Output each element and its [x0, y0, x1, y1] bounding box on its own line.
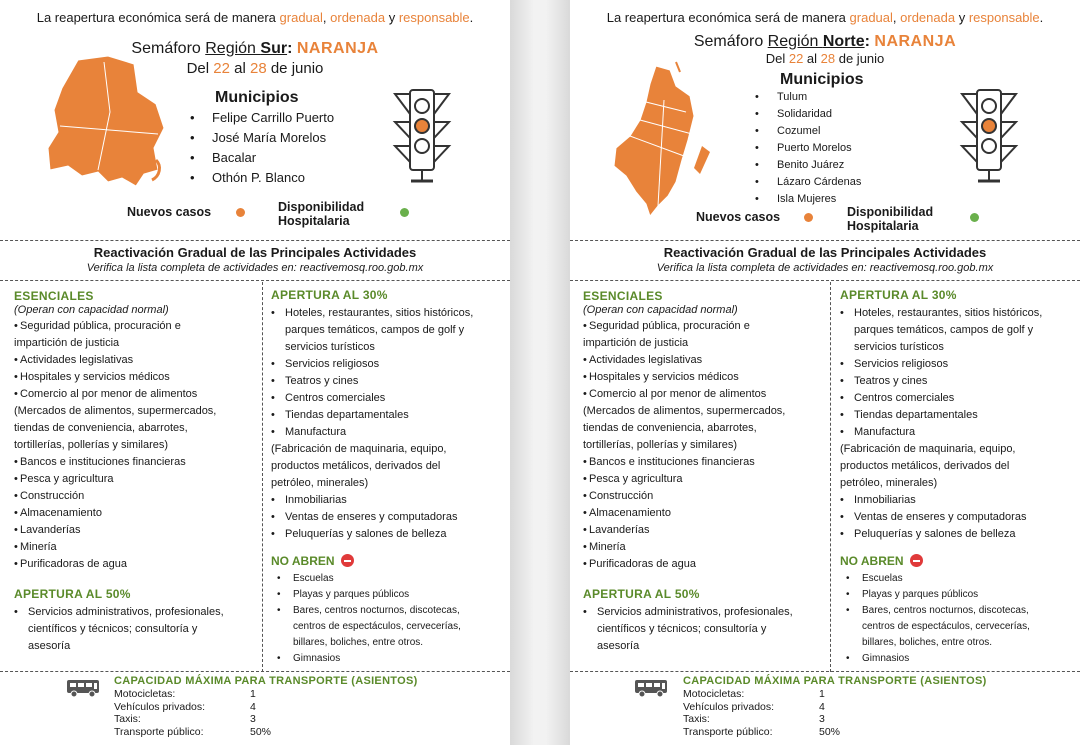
tagline: La reapertura económica será de manera gradual, ordenada y responsable.	[606, 10, 1044, 25]
apertura-50-title: APERTURA AL 50%	[583, 587, 700, 601]
capacidad-key: Transporte público:	[114, 725, 204, 738]
capacidad-row	[683, 726, 840, 739]
divider	[0, 240, 510, 241]
apertura-30-title: APERTURA AL 30%	[271, 288, 388, 302]
list-item: centros de espectáculos, cervecerías,	[862, 621, 1030, 632]
municipio-item: • Lázaro Cárdenas	[755, 174, 861, 191]
list-item: • Escuelas	[846, 571, 1076, 587]
capacidad-value: 4	[819, 700, 825, 713]
page-gutter	[510, 0, 570, 745]
municipio-item: • Puerto Morelos	[755, 140, 861, 157]
municipios-title: Municipios	[215, 89, 299, 106]
nuevos-casos-status-dot	[236, 208, 245, 217]
list-item: científicos y técnicos; consultoría y	[28, 623, 198, 635]
capacidad-key: Taxis:	[114, 713, 141, 725]
apertura-30-title: APERTURA AL 30%	[840, 288, 957, 302]
column-divider	[262, 282, 263, 672]
list-item: • Hospitales y servicios médicos	[14, 369, 259, 386]
list-item: (Fabricación de maquinaria, equipo,	[840, 443, 1016, 455]
capacidad-row	[114, 713, 271, 726]
list-item: • Gimnasios	[846, 651, 1076, 667]
capacidad-value: 4	[250, 700, 256, 713]
capacidad-title: CAPACIDAD MÁXIMA PARA TRANSPORTE (ASIENTOS)	[683, 675, 987, 687]
no-abren-title: NO ABREN	[840, 554, 923, 568]
capacidad-key: Transporte público:	[683, 725, 773, 738]
municipio-item: • Benito Juárez	[755, 157, 861, 174]
list-item: (Fabricación de maquinaria, equipo,	[271, 443, 447, 455]
list-item: • Bancos e instituciones financieras	[14, 454, 259, 471]
list-item: servicios turísticos	[854, 341, 944, 353]
capacidad-row	[683, 688, 840, 701]
capacidad-value: 1	[819, 688, 825, 700]
semaforo-title: Semáforo Región Sur: NARANJA	[131, 40, 379, 57]
municipio-item: • Felipe Carrillo Puerto	[190, 108, 334, 128]
capacidad-value: 1	[250, 688, 256, 700]
list-item: • Servicios administrativos, profesionales,	[14, 604, 259, 621]
divider	[0, 280, 510, 281]
list-item: • Hoteles, restaurantes, sitios históricos,	[840, 305, 1076, 322]
list-item: tiendas de conveniencia, abarrotes,	[583, 422, 757, 434]
panel-region-sur	[0, 0, 510, 745]
list-item: • Construcción	[14, 488, 259, 505]
list-item: • Manufactura	[840, 424, 1076, 441]
nuevos-casos-label: Nuevos casos	[127, 205, 212, 219]
list-item: tortillerías, pollerías y similares)	[583, 439, 738, 451]
list-item: billares, boliches, entre otros.	[862, 637, 993, 648]
list-item: • Pesca y agricultura	[14, 471, 259, 488]
list-item: • Hospitales y servicios médicos	[583, 369, 828, 386]
list-item: asesoría	[28, 640, 71, 652]
divider	[570, 671, 1080, 672]
reactivacion-subtitle: Verifica la lista completa de actividades en: reactivemosq.roo.gob.mx	[656, 262, 994, 274]
list-item: impartición de justicia	[583, 337, 689, 349]
list-item: • Inmobiliarias	[271, 492, 506, 509]
list-item: asesoría	[597, 640, 640, 652]
panel-region-norte	[570, 0, 1080, 745]
date-range: Del 22 al 28 de junio	[186, 60, 324, 77]
esenciales-list	[583, 318, 828, 573]
list-item: (Mercados de alimentos, supermercados,	[14, 405, 217, 417]
apertura-50-list	[583, 604, 828, 655]
list-item: centros de espectáculos, cervecerías,	[293, 621, 461, 632]
capacidad-key: Motocicletas:	[683, 688, 745, 700]
list-item: servicios turísticos	[285, 341, 375, 353]
list-item: • Centros comerciales	[271, 390, 506, 407]
list-item: • Manufactura	[271, 424, 506, 441]
list-item: • Ventas de enseres y computadoras	[840, 509, 1076, 526]
semaforo-title: Semáforo Región Norte: NARANJA	[693, 33, 957, 50]
esenciales-note: (Operan con capacidad normal)	[14, 304, 169, 316]
esenciales-list	[14, 318, 259, 573]
list-item: billares, boliches, entre otros.	[293, 637, 424, 648]
esenciales-title: ESENCIALES	[14, 289, 94, 303]
region-sur-map-icon	[38, 52, 178, 192]
region-norte-map-icon	[606, 56, 726, 226]
list-item: • Actividades legislativas	[583, 352, 828, 369]
list-item: científicos y técnicos; consultoría y	[597, 623, 767, 635]
list-item: • Tiendas departamentales	[840, 407, 1076, 424]
list-item: • Peluquerías y salones de belleza	[840, 526, 1076, 543]
stop-icon	[341, 554, 354, 567]
apertura-30-list	[840, 305, 1076, 543]
list-item: • Bares, centros nocturnos, discotecas,	[846, 603, 1076, 619]
municipios-title: Municipios	[780, 71, 864, 88]
no-abren-list	[846, 571, 1076, 667]
list-item: • Bancos e instituciones financieras	[583, 454, 828, 471]
municipio-item: • Isla Mujeres	[755, 191, 861, 208]
divider	[570, 280, 1080, 281]
esenciales-title: ESENCIALES	[583, 289, 663, 303]
disponibilidad-label: Disponibilidad Hospitalaria	[847, 205, 934, 233]
nuevos-casos-status-dot	[804, 213, 813, 222]
list-item: parques temáticos, campos de golf y	[285, 324, 465, 336]
disponibilidad-label: Disponibilidad Hospitalaria	[278, 200, 365, 228]
list-item: • Peluquerías y salones de belleza	[271, 526, 506, 543]
nuevos-casos-label: Nuevos casos	[696, 210, 781, 224]
list-item: • Lavanderías	[583, 522, 828, 539]
list-item: parques temáticos, campos de golf y	[854, 324, 1034, 336]
apertura-50-title: APERTURA AL 50%	[14, 587, 131, 601]
list-item: • Servicios administrativos, profesionales,	[583, 604, 828, 621]
list-item: • Actividades legislativas	[14, 352, 259, 369]
capacidad-value: 3	[250, 713, 256, 725]
municipio-item: • Cozumel	[755, 123, 861, 140]
capacidad-row	[114, 726, 271, 739]
list-item: • Teatros y cines	[840, 373, 1076, 390]
disponibilidad-status-dot	[400, 208, 409, 217]
capacidad-row	[114, 701, 271, 714]
list-item: • Gimnasios	[277, 651, 507, 667]
list-item: • Pesca y agricultura	[583, 471, 828, 488]
esenciales-note: (Operan con capacidad normal)	[583, 304, 738, 316]
capacidad-key: Motocicletas:	[114, 688, 176, 700]
capacidad-key: Taxis:	[683, 713, 710, 725]
list-item: petróleo, minerales)	[840, 477, 938, 489]
no-abren-list	[277, 571, 507, 667]
reactivacion-title: Reactivación Gradual de las Principales Actividades	[663, 245, 987, 260]
capacidad-key: Vehículos privados:	[683, 700, 775, 713]
date-range: Del 22 al 28 de junio	[765, 51, 885, 66]
list-item: • Ventas de enseres y computadoras	[271, 509, 506, 526]
list-item: • Lavanderías	[14, 522, 259, 539]
list-item: • Almacenamiento	[14, 505, 259, 522]
capacidad-value: 50%	[250, 725, 272, 738]
bus-icon	[634, 678, 668, 698]
list-item: • Seguridad pública, procuración e	[14, 318, 259, 335]
list-item: productos metálicos, derivados del	[271, 460, 441, 472]
list-item: impartición de justicia	[14, 337, 120, 349]
divider	[570, 240, 1080, 241]
reactivacion-subtitle: Verifica la lista completa de actividades en: reactivemosq.roo.gob.mx	[86, 262, 424, 274]
traffic-light-icon	[389, 86, 455, 186]
list-item: • Servicios religiosos	[840, 356, 1076, 373]
stop-icon	[910, 554, 923, 567]
column-divider	[830, 282, 831, 672]
capacidad-row	[683, 701, 840, 714]
list-item: • Escuelas	[277, 571, 507, 587]
tagline: La reapertura económica será de manera gradual, ordenada y responsable.	[36, 10, 474, 25]
list-item: • Construcción	[583, 488, 828, 505]
list-item: tiendas de conveniencia, abarrotes,	[14, 422, 188, 434]
capacidad-title: CAPACIDAD MÁXIMA PARA TRANSPORTE (ASIENTOS)	[114, 675, 418, 687]
capacidad-key: Vehículos privados:	[114, 700, 206, 713]
list-item: • Hoteles, restaurantes, sitios históricos,	[271, 305, 506, 322]
apertura-30-list	[271, 305, 506, 543]
municipio-item: • Solidaridad	[755, 106, 861, 123]
list-item: • Inmobiliarias	[840, 492, 1076, 509]
traffic-light-icon	[956, 86, 1022, 186]
reactivacion-title: Reactivación Gradual de las Principales Actividades	[93, 245, 417, 260]
list-item: • Comercio al por menor de alimentos	[14, 386, 259, 403]
municipios-list	[190, 108, 334, 188]
list-item: • Minería	[583, 539, 828, 556]
municipio-item: • Tulum	[755, 89, 861, 106]
municipio-item: • Othón P. Blanco	[190, 168, 334, 188]
list-item: • Bares, centros nocturnos, discotecas,	[277, 603, 507, 619]
list-item: productos metálicos, derivados del	[840, 460, 1010, 472]
list-item: • Centros comerciales	[840, 390, 1076, 407]
list-item: • Comercio al por menor de alimentos	[583, 386, 828, 403]
list-item: • Playas y parques públicos	[277, 587, 507, 603]
list-item: • Playas y parques públicos	[846, 587, 1076, 603]
no-abren-title: NO ABREN	[271, 554, 354, 568]
apertura-50-list	[14, 604, 259, 655]
municipios-list	[755, 89, 861, 208]
capacidad-value: 50%	[819, 725, 841, 738]
list-item: • Minería	[14, 539, 259, 556]
list-item: tortillerías, pollerías y similares)	[14, 439, 169, 451]
municipio-item: • José María Morelos	[190, 128, 334, 148]
list-item: (Mercados de alimentos, supermercados,	[583, 405, 786, 417]
disponibilidad-status-dot	[970, 213, 979, 222]
capacidad-value: 3	[819, 713, 825, 725]
capacidad-row	[683, 713, 840, 726]
municipio-item: • Bacalar	[190, 148, 334, 168]
capacidad-row	[114, 688, 271, 701]
bus-icon	[66, 678, 100, 698]
list-item: • Purificadoras de agua	[14, 556, 259, 573]
capacidad-table	[683, 688, 840, 738]
divider	[0, 671, 510, 672]
list-item: • Seguridad pública, procuración e	[583, 318, 828, 335]
list-item: • Purificadoras de agua	[583, 556, 828, 573]
list-item: • Teatros y cines	[271, 373, 506, 390]
list-item: • Almacenamiento	[583, 505, 828, 522]
list-item: petróleo, minerales)	[271, 477, 369, 489]
capacidad-table	[114, 688, 271, 738]
list-item: • Servicios religiosos	[271, 356, 506, 373]
list-item: • Tiendas departamentales	[271, 407, 506, 424]
